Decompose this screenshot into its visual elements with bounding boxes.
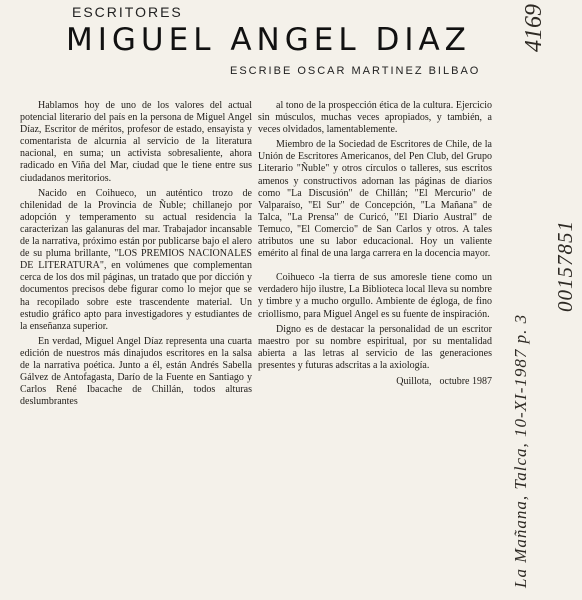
article-column-right: [258, 100, 492, 594]
paragraph: Coihueco -la tierra de sus amoresle tiene como un verdadero hijo ilustre, La Biblioteca local lleva su nombre y timbre y a mucho orgullo. Ambiente de égloga, de fino criollismo, para Miguel Angel es su fuente de inspiración.: [258, 272, 492, 320]
article-byline: ESCRIBE OSCAR MARTINEZ BILBAO: [230, 65, 481, 77]
paragraph: Hablamos hoy de uno de los valores del actual potencial literario del país en la persona de Miguel Angel Díaz, Escritor de méritos, profesor de estado, ensayista y comentarista de alcurnia al servicio de la literatura nacional, en suma; un activista sobresaliente, ahora radicado en Viña del Mar, ciudad que le tiene entre sus ciudadanos meritorios.: [20, 100, 252, 184]
article-headline: MIGUEL ANGEL DIAZ: [66, 22, 471, 58]
paragraph: En verdad, Miguel Angel Díaz representa una cuarta edición de nuestros más dinajudos escritores en la salsa de la narrativa poética. Junto a él, están Andrés Sabella Gálvez de Antofagasta, Darío de la Fuente en Santiago y Carlos René Ibacache de Chillán, todos alturas deslumbrantes: [20, 335, 252, 408]
signoff-place: Quillota,: [396, 375, 432, 387]
source-handwritten-note: La Mañana, Talca, 10-XI-1987 p. 3: [511, 313, 530, 588]
paragraph: Nacido en Coihueco, un auténtico trozo de chilenidad de la Provincia de Ñuble; chillanejo por adopción y temperamento su actual residencia la caracterizan las galanuras del mar. Trabajador incansable de la narrativa, próximo están por publicarse bajo el alero de su pluma brillante, "LOS PREMIOS NACIONALES DE LITERATURA", en volúmenes que complementan cerca de los dos mil páginas, un tratado que por dicción y documentos precisos debe figurar como lo mejor que se ha recopilado sobre este trascendente material. Un estudio gráfico apto para investigadores y estudiantes de la enseñanza superior.: [20, 187, 252, 332]
paragraph-gap: [258, 260, 492, 272]
paragraph: al tono de la prospección ética de la cultura. Ejercicio sin músculos, muchas veces apropiados, y también, a veces olvidados, lamentablemente.: [258, 100, 492, 136]
article-column-left: [20, 100, 252, 590]
section-label: ESCRITORES: [72, 4, 183, 20]
paragraph: Miembro de la Sociedad de Escritores de Chile, de la Unión de Escritores Americanos, del Pen Club, del Grupo Literario "Ñuble" y otros círculos o talleres, sus escritos amenos y constructivos adornan las páginas de diarios como "La Discusión" de Chillán; "El Mercurio" de Valparaíso, "El Sur" de Concepción, "La Mañana" de Talca, "La Prensa" de Curicó, "El Diario Austral" de Temuco, "El Comercio" de San Carlos y otros. A tales atributos une su labor educacional. Hoy un valiente emérito al final de una larga carrera en la docencia mayor.: [258, 139, 492, 260]
paragraph: Digno es de destacar la personalidad de un escritor maestro por su nombre espiritual, por su mentalidad abierta a las letras al servicio de las generaciones presentes y futuras adscritas a la axiología.: [258, 323, 492, 371]
archive-number-note: 4169: [521, 4, 547, 52]
signoff-date: octubre 1987: [439, 375, 492, 387]
article-signoff: [258, 376, 492, 388]
catalog-code-note: 00157851: [553, 220, 577, 312]
